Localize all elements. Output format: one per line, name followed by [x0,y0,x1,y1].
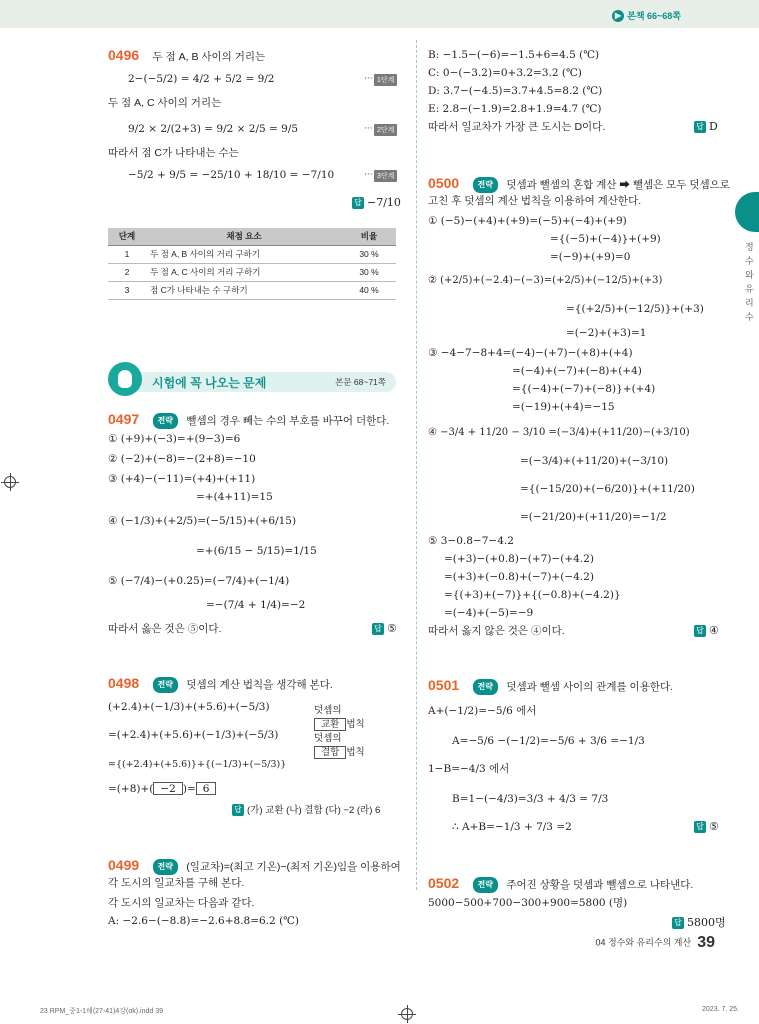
stage-label: 3단계 [374,170,397,182]
print-date: 2023. 7. 25. [702,1006,739,1013]
problem-number: 0502 [428,875,460,891]
strategy-text: 뺄셈의 경우 빼는 수의 부호를 바꾸어 더한다. [186,415,390,427]
chapter-side-text: 정수와 유리수 [745,242,754,322]
blank-box: 6 [196,782,217,795]
answer-icon: 답 [672,917,684,929]
stage-label: 1단계 [374,74,397,86]
table-header: 채점 요소 [146,228,342,245]
crop-mark-icon [401,1008,413,1020]
problem-text: 두 점 A, C 사이의 거리는 [108,97,222,109]
equation: 9/2 × 2/(2+3) = 9/2 × 2/5 = 9/5 [128,123,299,135]
section-header [108,362,396,396]
strategy-text: 덧셈과 뺄셈 사이의 관계를 이용한다. [506,681,674,693]
scoring-table [108,228,396,300]
reference-text: 본책 66~68쪽 [627,11,681,21]
chapter-tab [735,192,759,232]
table-header: 단계 [108,228,146,245]
stage-label: 2단계 [374,124,397,136]
answer-icon: 답 [372,623,384,635]
penguin-icon [108,362,142,396]
table-header: 비율 [342,228,396,245]
problem-text: 따라서 점 C가 나타내는 수는 [108,147,239,159]
problem-number: 0500 [428,175,460,191]
section-reference: 본문 68~71쪽 [335,377,386,387]
section-title: 시험에 꼭 나오는 문제 [152,376,267,390]
table-row: 3 점 C가 나타내는 수 구하기 40 % [108,281,396,299]
answer: 답 5800명 [672,914,726,930]
problem-number: 0498 [108,675,140,691]
strategy-text: 주어진 상황을 덧셈과 뺄셈으로 나타낸다. [506,879,694,891]
table-row: 2 두 점 A, C 사이의 거리 구하기 30 % [108,263,396,281]
strategy-text: (일교차)=(최고 기온)−(최저 기온)임을 이용하여 [186,861,401,873]
problem-number: 0499 [108,857,140,873]
answer: 답 (가) 교환 (나) 결합 (다) −2 (라) 6 [232,802,380,816]
strategy-badge: 전략 [473,177,498,193]
page-number: 39 [697,934,715,951]
strategy-text: 덧셈의 계산 법칙을 생각해 본다. [186,679,333,691]
answer: 답 D [694,120,718,133]
answer-icon: 답 [352,197,364,209]
answer: 답 −7/10 [352,196,401,209]
strategy-badge: 전략 [153,413,178,429]
strategy-text: 덧셈과 뺄셈의 혼합 계산 ➡ 뺄셈은 모두 덧셈으로 [506,179,730,191]
arrow-right-icon: ▶ [612,10,624,22]
chapter-label: 04 정수와 유리수의 계산 [595,937,692,948]
problem-number: 0497 [108,411,140,427]
strategy-badge: 전략 [473,877,498,893]
strategy-badge: 전략 [473,679,498,695]
answer: 답 ⑤ [372,622,397,635]
answer: 답 ④ [694,624,719,637]
reference-tag [612,9,681,22]
answer-icon: 답 [232,804,244,816]
answer-icon: 답 [694,121,706,133]
column-divider [416,40,417,890]
strategy-badge: 전략 [153,677,178,693]
blank-box: −2 [153,782,182,795]
equation: 2−(−5/2) = 4/2 + 5/2 = 9/2 [128,73,275,85]
equation: −5/2 + 9/5 = −25/10 + 18/10 = −7/10 [128,169,335,181]
answer: 답 ⑤ [694,820,719,833]
answer-icon: 답 [694,821,706,833]
table-row: 1 두 점 A, B 사이의 거리 구하기 30 % [108,245,396,263]
problem-text: 두 점 A, B 사이의 거리는 [152,51,266,63]
print-file-info: 23 RPM_중1-1해(27-41)4강(ok).indd 39 [40,1008,164,1015]
strategy-badge: 전략 [153,859,178,875]
problem-number: 0496 [108,47,140,63]
table-header-row [108,228,396,245]
answer-icon: 답 [694,625,706,637]
problem-number: 0501 [428,677,460,693]
crop-mark-icon [4,476,16,488]
law-note: 덧셈의 교환 법칙 덧셈의 결합 법칙 [314,705,365,758]
page-footer [595,934,715,952]
